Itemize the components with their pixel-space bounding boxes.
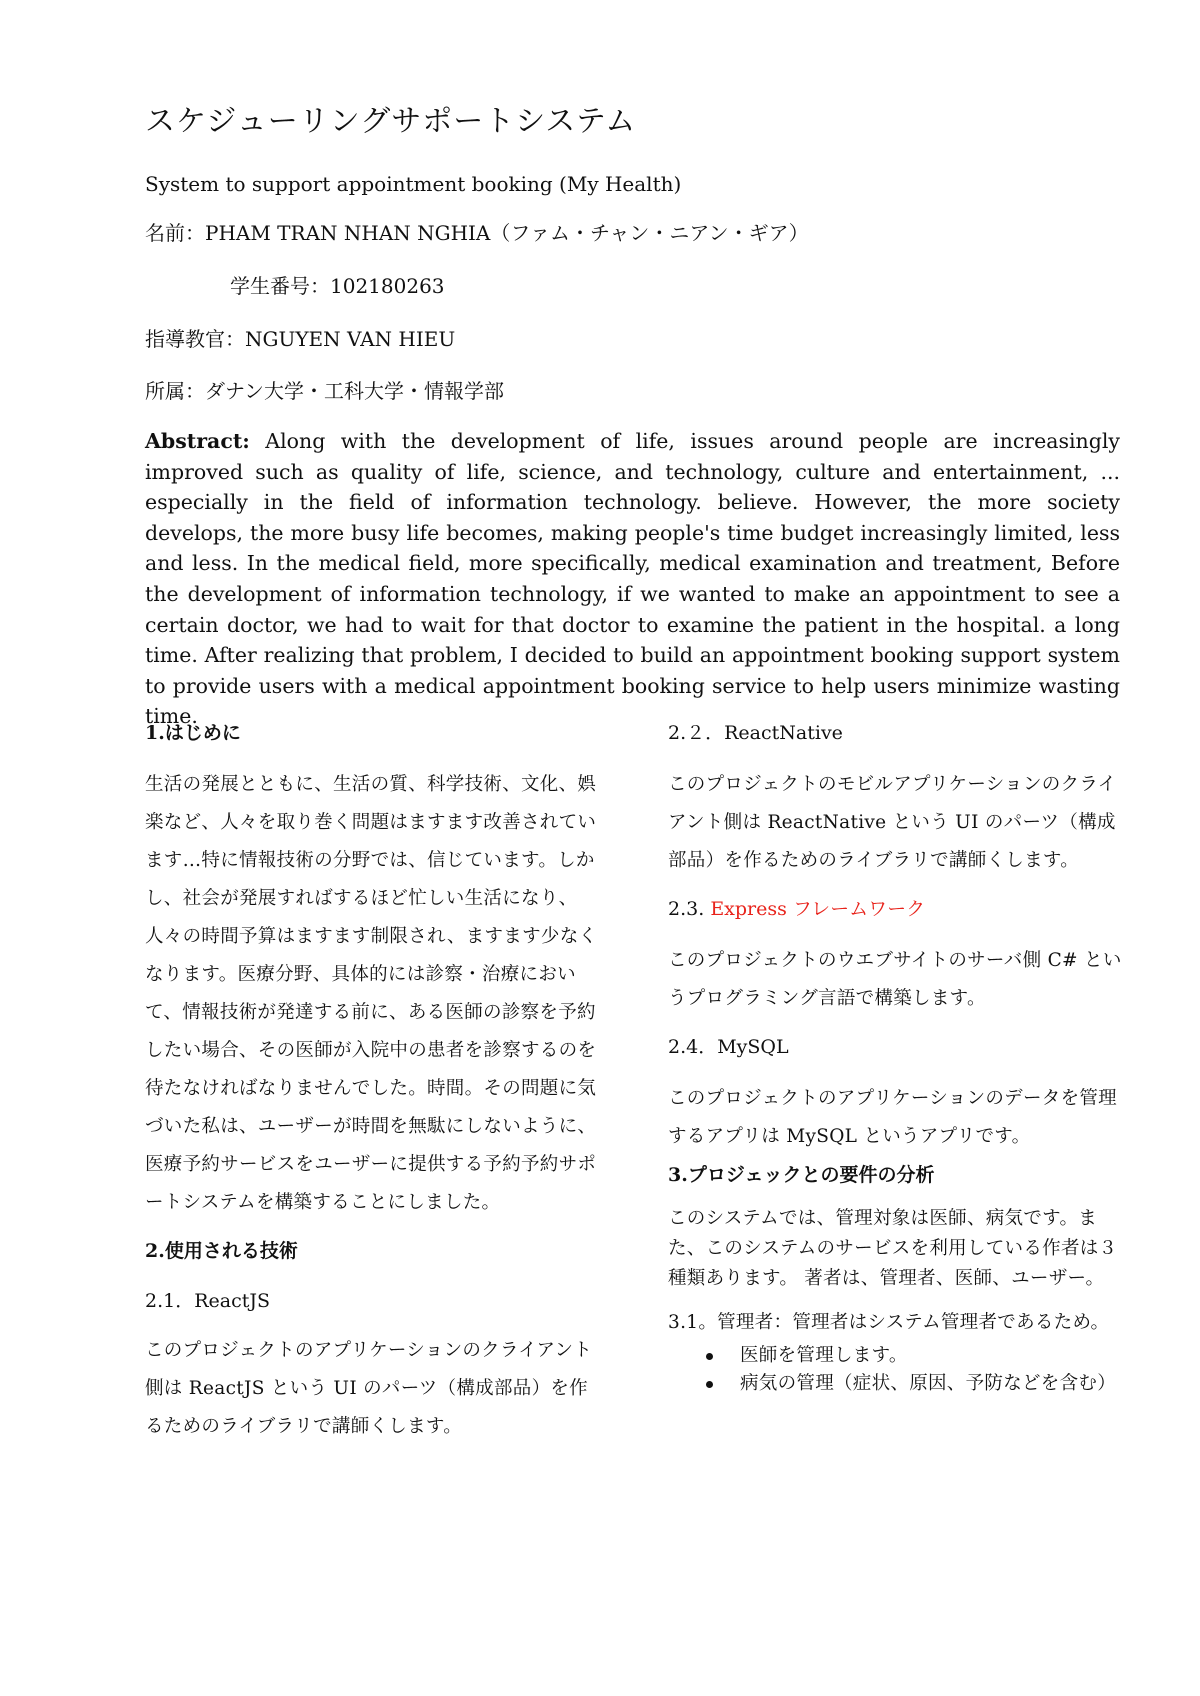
list-item <box>668 1370 1128 1398</box>
section-2-3-heading <box>668 894 1128 924</box>
section-3-heading: 3.プロジェックとの要件の分析 <box>668 1164 935 1186</box>
author-name: 名前：PHAM TRAN NHAN NGHIA（ファム・チャン・ニアン・ギア） <box>145 221 809 245</box>
bullet-icon <box>706 1353 713 1360</box>
student-number: 学生番号：102180263 <box>230 274 445 298</box>
section-2-4-heading: 2.4．MySQL <box>668 1036 789 1058</box>
paper-title: スケジューリングサポートシステム <box>145 104 637 139</box>
list-item-text: 病気の管理（症状、原因、予防などを含む） <box>740 1373 1117 1394</box>
abstract-label: Abstract: <box>145 429 250 453</box>
section-2-3-title: Express フレームワーク <box>710 898 926 920</box>
admin-duties-list <box>668 1342 1128 1398</box>
list-item <box>668 1342 1128 1370</box>
section-2-1-text: このプロジェクトのアプリケーションのクライアント側は ReactJS という UI のパーツ（構成部品）を作るためのライブラリで講師くします。 <box>145 1340 593 1437</box>
section-2-heading: 2.使用される技術 <box>145 1240 298 1262</box>
section-2-1-heading: 2.1．ReactJS <box>145 1290 271 1312</box>
section-2-3-text: このプロジェクトのウエブサイトのサーバ側 C# というプログラミング言語で構築します。 <box>668 950 1122 1009</box>
left-column <box>145 718 605 1446</box>
section-2-4-text: このプロジェクトのアプリケーションのデータを管理するアプリは MySQL というアプリです。 <box>668 1088 1117 1147</box>
section-2-3-number: 2.3. <box>668 898 705 920</box>
section-2-2-text: このプロジェクトのモビルアプリケーションのクライアント側は ReactNative という UI のパーツ（構成部品）を作るためのライブラリで講師くします。 <box>668 774 1117 871</box>
paper-subtitle: System to support appointment booking (My Health) <box>145 172 682 196</box>
abstract-text: Along with the development of life, issues around people are increasingly improved such as quality of life, science, and technology, culture and entertainment, ... especially in the field of information technology. believe. However, the more society develops, the more busy life becomes, making people's time budget increasingly limited, less and less. In the medical field, more specifically, medical examination and treatment, Before the development of information technology, if we wanted to make an appointment to see a certain doctor, we had to wait for that doctor to examine the patient in the hospital. a long time. After realizing that problem, I decided to build an appointment booking support system to provide users with a medical appointment booking service to help users minimize wasting time. <box>145 429 1120 729</box>
section-2-2-heading: 2.２．ReactNative <box>668 722 843 744</box>
right-column <box>668 718 1128 1398</box>
list-item-text: 医師を管理します。 <box>740 1345 908 1366</box>
bullet-icon <box>706 1381 713 1388</box>
abstract <box>145 426 1120 732</box>
advisor: 指導教官：NGUYEN VAN HIEU <box>145 327 456 351</box>
section-1-heading: 1.はじめに <box>145 722 241 744</box>
section-1-text: 生活の発展とともに、生活の質、科学技術、文化、娯楽など、人々を取り巻く問題はますます改善されています…特に情報技術の分野では、信じています。しかし、社会が発展すればするほど忙しい生活になり、人々の時間予算はますます制限され、ますます少なくなります。医療分野、具体的には診察・治療において、情報技術が発達する前に、ある医師の診察を予約したい場合、その医師が入院中の患者を診察するのを待たなければなりませんでした。時間。その問題に気づいた私は、ユーザーが時間を無駄にしないように、医療予約サービスをユーザーに提供する予約予約サポートシステムを構築することにしました。 <box>145 774 598 1213</box>
affiliation: 所属：ダナン大学・工科大学・情報学部 <box>145 379 504 403</box>
section-3-1-text: 3.1。管理者：管理者はシステム管理者であるため。 <box>668 1312 1110 1333</box>
section-3-text: このシステムでは、管理対象は医師、病気です。また、このシステムのサービスを利用している作者は３種類あります。 著者は、管理者、医師、ユーザー。 <box>668 1208 1118 1289</box>
